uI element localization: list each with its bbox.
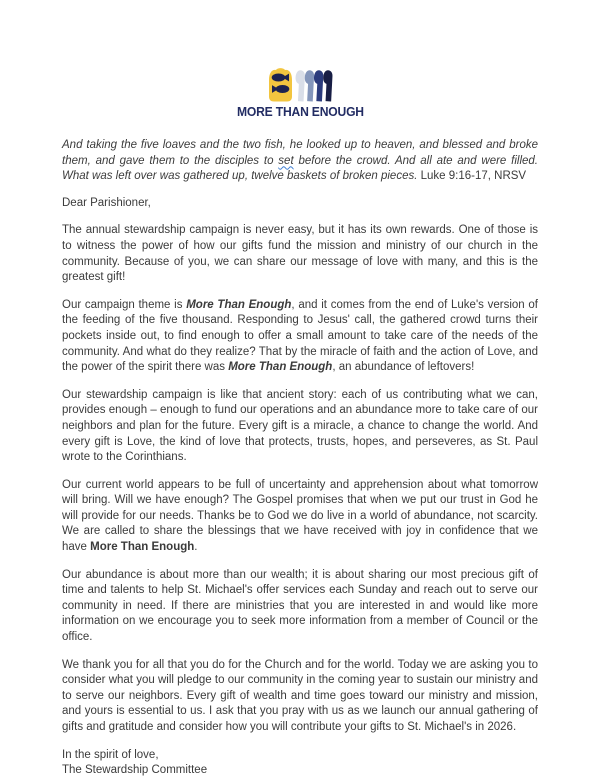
- bread-slice-icon: [322, 70, 333, 101]
- scripture-quote: [62, 138, 538, 185]
- loaves-and-fishes-icon: [267, 66, 333, 103]
- text-segment: More Than Enough: [186, 298, 292, 311]
- logo: [62, 66, 538, 121]
- text-segment: Our current world appears to be full of uncertainty and apprehension about what tomorrow will bring. Will we have enough? The Gospel promises that when we put our trust in God he will provide for our needs. Thanks be to God we do live in a world of abundance, not scarcity. We are called to share the blessings that we have received with joy in confidence that we have: [62, 478, 538, 554]
- closing-line: In the spirit of love,: [62, 748, 159, 761]
- text-segment: More Than Enough: [228, 361, 333, 374]
- letter-paragraph: [62, 478, 538, 556]
- letter-paragraph: [62, 568, 538, 646]
- letter-body: [62, 138, 538, 777]
- salutation: Dear Parishioner,: [62, 196, 151, 209]
- letter-paragraph: [62, 223, 538, 285]
- text-segment: Our campaign theme is: [62, 298, 187, 311]
- letter-paragraphs: [62, 223, 538, 735]
- logo-wordmark: MORE THAN ENOUGH: [236, 105, 364, 119]
- text-segment: Our stewardship campaign is like that ancient story: each of us contributing what we can, provides enough – enough to fund our operations and an abundance more to take care of our neighbors and plan for the future. Every gift is a miracle, a chance to change the world. And every gift is Love, the kind of love that protects, trusts, hopes, and perseveres, as St. Paul wrote to the Corinthians.: [62, 388, 538, 464]
- bread-slice-icon: [294, 70, 305, 101]
- bread-slice-icon: [313, 70, 324, 101]
- bread-slice-icon: [304, 70, 315, 101]
- text-segment: set: [278, 154, 294, 167]
- text-segment: Luke 9:16-17, NRSV: [420, 170, 527, 183]
- closing-line: The Stewardship Committee: [62, 764, 208, 777]
- text-segment: before the crowd. And all ate and were filled. What was left over was gathered up, twelve baskets of broken pieces.: [62, 154, 538, 183]
- text-segment: .: [194, 541, 198, 554]
- text-segment: , an abundance of leftovers!: [332, 361, 475, 374]
- letter-paragraph: [62, 388, 538, 466]
- closing-signature: [62, 748, 538, 777]
- letter-paragraph: [62, 298, 538, 376]
- text-segment: Our abundance is about more than our wealth; it is about sharing our most precious gift of time and talents to help St. Michael's offer services each Sunday and reach out to serve our community in need. If there are ministries that you are interested in and would like more information on we encourage you to seek more information from a member of Council or the office.: [62, 568, 538, 644]
- text-segment: More Than Enough: [90, 541, 195, 554]
- text-segment: We thank you for all that you do for the Church and for the world. Today we are asking you to consider what you will pledge to our community in the coming year to sustain our ministry and to serve our neighbors. Every gift of wealth and time goes toward our ministry and mission, and yours is essential to us. I ask that you pray with us as we launch our annual gathering of gifts and gratitude and consider how you will contribute your gifts to St. Michael's in 2026.: [62, 658, 538, 733]
- letter-paragraph: [62, 658, 538, 736]
- text-segment: The annual stewardship campaign is never easy, but it has its own rewards. One of those is to witness the power of how our gifts fund the mission and ministry of our church in the community. Because of you, we can share our message of love with many, and this is the greatest gift!: [62, 224, 538, 284]
- bread-loaf-shape: [269, 68, 292, 101]
- text-segment: , and it comes from the end of Luke's version of the feeding of the five thousand. Responding to Jesus' call, the gathered crowd turns their pockets inside out, to find enough to offer a small amount to take care of the needs of the community. And what do they realize? That by the miracle of faith and the action of Love, and the power of the spirit there was: [62, 298, 538, 374]
- text-segment: And taking the five loaves and the two fish, he looked up to heaven, and blessed and broke them, and gave them to the disciples to: [62, 139, 538, 167]
